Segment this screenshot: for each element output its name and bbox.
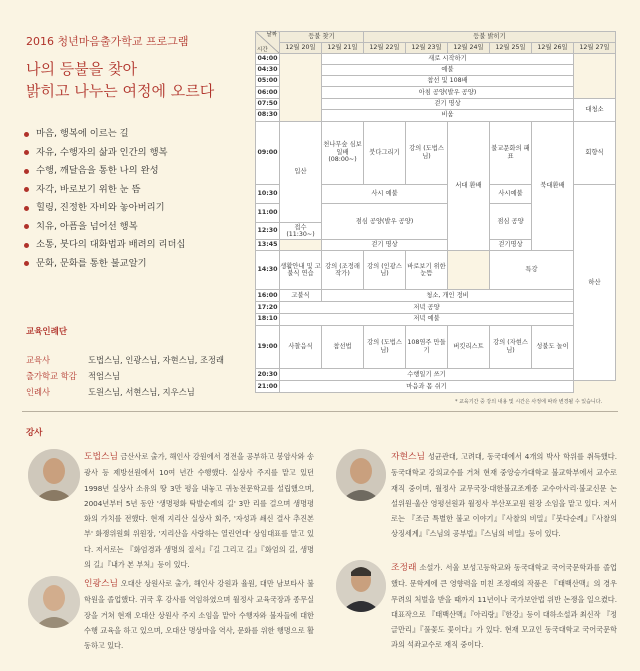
education-team-heading: 교육인례단 bbox=[26, 327, 68, 337]
date-header: 12월 27일 bbox=[574, 42, 616, 54]
lecturer-name: 자현스님 bbox=[391, 452, 425, 462]
schedule-cell: 하산 bbox=[574, 184, 616, 380]
bullet-icon bbox=[24, 243, 29, 248]
time-label: 09:00 bbox=[256, 121, 280, 184]
schedule-cell: 특강 bbox=[490, 250, 574, 290]
date-header: 12월 25일 bbox=[490, 42, 532, 54]
schedule-cell: 수행일기 쓰기 bbox=[280, 369, 574, 381]
schedule-cell: 북대환배 bbox=[532, 121, 574, 250]
lecturer-photo bbox=[336, 449, 386, 501]
table-corner: 날짜 시간 bbox=[256, 32, 280, 54]
schedule-cell: 천나무숲 심보일배 (08:00~) bbox=[322, 121, 364, 184]
lecturer-description: 성균관대, 고려대, 동국대에서 4개의 박사 학위를 취득했다. 동국대학교 강의교수를 거쳐 현재 중앙승가대학교 불교학부에서 교수로 재직 중이며, 월정사 교무국장·대한불교조계종 교수아사리·불교신문 논설위원·울산 영평선원과 월정사 부산포교원 원장 소임을 맡고 있다. 저서로는 『조금 특별한 불교 이야기』『사찰의 비밀』『붓다순례』『사찰의 상징세계』『스님의 공부법』『스님의 비밀』등이 있다. bbox=[391, 452, 617, 539]
time-label: 07:50 bbox=[256, 99, 280, 110]
footnote: * 교육기간 중 강의 내용 및 시간은 사정에 따라 변경될 수 있습니다. bbox=[455, 399, 603, 405]
schedule-cell: 사시예불 bbox=[490, 184, 532, 203]
schedule-cell: 접수 (11:30~) bbox=[280, 223, 322, 240]
lecturer-description: 소설가. 서울 보성고등학교와 동국대학교 국어국문학과를 졸업했다. 문학계에 큰 영향력을 미친 조정래의 작품은 『태백산맥』의 경우 무려의 처벌을 받을 때까지 11년이나 국가보안법 위반 논쟁을 일으켰다. 대표작으로 『태백산맥』『아리랑』『한강』등이 대하소설과 최신작 『정글만리』『풀꽃도 꽃이다』가 있다. 현재 모교인 동국대학교 국어국문학과의 석좌교수로 재직 중이다. bbox=[391, 563, 617, 650]
time-label: 17:20 bbox=[256, 302, 280, 314]
schedule-cell: 불교문화의 패표 bbox=[490, 121, 532, 184]
schedule-cell: 고불식 bbox=[280, 290, 322, 302]
theme-item: 치유, 아픔을 넘어선 행복 bbox=[24, 218, 186, 237]
schedule-cell: 강의 (인광스님) bbox=[364, 250, 406, 290]
time-label: 20:30 bbox=[256, 369, 280, 381]
theme-item: 힐링, 진정한 자비와 놓아버리기 bbox=[24, 199, 186, 218]
staff-names: 도법스님, 인광스님, 자현스님, 조정래 bbox=[88, 355, 225, 365]
lecturer-description: 오대산 상원사로 출가, 해인사 강원과 율원, 대만 남보타사 불학원을 졸업했다. 귀국 후 강사를 역임하였으며 월정사 교육국장과 종무실장을 거쳐 현재 오대산 상원사 주지 소임을 맡아 수행자와 불자들에 대한 수행 교육을 하고 있으며, 오대산 명상마을 역사, 문화를 위한 행명으로 활동하고 있다. bbox=[84, 579, 314, 651]
schedule-cell: 저녁 공양 bbox=[280, 302, 574, 314]
date-header: 12월 21일 bbox=[322, 42, 364, 54]
theme-item: 수행, 깨달음을 통한 나의 완성 bbox=[24, 162, 186, 181]
time-label: 08:30 bbox=[256, 109, 280, 121]
lecturer-bio bbox=[84, 449, 314, 572]
lecturer-name: 도법스님 bbox=[84, 452, 118, 462]
schedule-cell: 사시 예불 bbox=[322, 184, 448, 203]
time-label: 10:30 bbox=[256, 184, 280, 203]
schedule-cell: 입산 bbox=[280, 121, 322, 222]
time-label: 19:00 bbox=[256, 325, 280, 369]
schedule-timetable bbox=[255, 31, 616, 393]
lecturer-photo bbox=[28, 576, 80, 628]
schedule-cell: 성불도 놀이 bbox=[532, 325, 574, 369]
time-label: 05:00 bbox=[256, 75, 280, 87]
theme-item: 문화, 문화를 통한 불교알기 bbox=[24, 255, 186, 274]
lecturer-photo bbox=[28, 449, 80, 501]
phase-header: 등불 밝히기 bbox=[364, 32, 616, 43]
date-header: 12월 23일 bbox=[406, 42, 448, 54]
date-header: 12월 26일 bbox=[532, 42, 574, 54]
time-label: 16:00 bbox=[256, 290, 280, 302]
staff-role: 인례사 bbox=[26, 387, 51, 397]
author-portrait-icon bbox=[336, 560, 386, 612]
theme-item: 자각, 바로보기 위한 눈 뜸 bbox=[24, 181, 186, 200]
schedule-cell: 강의 (조정래 작가) bbox=[322, 250, 364, 290]
schedule-cell: 강의 (도법스님) bbox=[406, 121, 448, 184]
bullet-icon bbox=[24, 169, 29, 174]
schedule-cell: 참선 및 108배 bbox=[322, 75, 574, 87]
schedule-cell: 아침 공양(발우 공양) bbox=[322, 87, 574, 99]
staff-role: 교육사 bbox=[26, 355, 51, 365]
time-label: 21:00 bbox=[256, 381, 280, 393]
schedule-cell: 바로보기 위한 눈뜸 bbox=[406, 250, 448, 290]
schedule-cell: 점심 공양 bbox=[490, 203, 532, 239]
schedule-cell: 사찰음식 bbox=[280, 325, 322, 369]
time-label: 04:30 bbox=[256, 65, 280, 76]
schedule-cell: 붓다그리기 bbox=[364, 121, 406, 184]
time-label: 13:45 bbox=[256, 240, 280, 251]
schedule-cell: 새로 시작하기 bbox=[322, 54, 574, 65]
bullet-icon bbox=[24, 187, 29, 192]
schedule-cell: 점심 공양(발우 공양) bbox=[322, 203, 448, 239]
schedule-cell: 버킷리스트 bbox=[448, 325, 490, 369]
schedule-cell: 회향식 bbox=[574, 121, 616, 184]
schedule-cell: 청소, 개인 정비 bbox=[322, 290, 574, 302]
schedule-cell: 걷기명상 bbox=[490, 240, 532, 251]
theme-item: 마음, 행복에 이르는 길 bbox=[24, 125, 186, 144]
schedule-cell: 저녁 예불 bbox=[280, 313, 574, 325]
section-divider bbox=[22, 411, 618, 412]
lecturer-photo bbox=[336, 560, 386, 612]
bullet-icon bbox=[24, 206, 29, 211]
schedule-cell: 걷기 명상 bbox=[322, 99, 574, 110]
schedule-cell: 생활안내 및 고불식 연습 bbox=[280, 250, 322, 290]
headline-line-1: 나의 등불을 찾아 bbox=[26, 60, 137, 78]
schedule-cell: 비움 bbox=[322, 109, 574, 121]
schedule-cell: 걷기 명상 bbox=[322, 240, 448, 251]
time-label: 11:00 bbox=[256, 203, 280, 222]
time-label: 12:30 bbox=[256, 223, 280, 240]
theme-list bbox=[24, 125, 186, 273]
phase-header: 등불 찾기 bbox=[280, 32, 364, 43]
schedule-cell: 강의 (자현스님) bbox=[490, 325, 532, 369]
time-label: 14:30 bbox=[256, 250, 280, 290]
lecturer-bio bbox=[391, 449, 617, 542]
schedule-cell: 마음과 몸 쉬기 bbox=[280, 381, 574, 393]
lecturer-description: 금산사로 출가, 해인사 강원에서 경전을 공부하고 봉암사와 송광사 등 제방선원에서 10여 년간 수행했다. 실상사 주지를 맡고 있던 1998년 실상사 소유의 땅 3만 평을 내놓고 귀농전문학교를 설립했으며, 2004년부터 5년 동안 '생명평화 탁발순례의 길' 3만 리를 걸으며 생명평화의 가치를 전했다. 현재 지리산 실상사 회주, '자성과 쇄신 결사 추진본부' 화쟁위원회 위원장, '지리산을 사랑하는 열린연대' 상임대표를 맡고 있다. 저서로는 『화엄경과 생명의 질서』『길 그리고 길』『화엄의 길, 생명의 길』『내가 본 부처』등이 있다. bbox=[84, 452, 314, 570]
schedule-cell: 대청소 bbox=[574, 99, 616, 121]
bullet-icon bbox=[24, 150, 29, 155]
lecturer-bio bbox=[391, 560, 617, 653]
lecturers-heading: 강사 bbox=[26, 428, 43, 438]
lecturer-name: 인광스님 bbox=[84, 579, 118, 589]
monk-portrait-icon bbox=[28, 576, 80, 628]
schedule-cell: 강의 (도법스님) bbox=[364, 325, 406, 369]
schedule-cell: 서대 환배 bbox=[448, 121, 490, 250]
schedule-cell: 참선법 bbox=[322, 325, 364, 369]
schedule-cell: 108염주 만들기 bbox=[406, 325, 448, 369]
time-label: 06:00 bbox=[256, 87, 280, 99]
staff-names: 적엄스님 bbox=[88, 371, 121, 381]
headline-line-2: 밝히고 나누는 여정에 오르다 bbox=[26, 82, 215, 100]
bullet-icon bbox=[24, 224, 29, 229]
staff-names: 도원스님, 서현스님, 지우스님 bbox=[88, 387, 195, 397]
time-label: 04:00 bbox=[256, 54, 280, 65]
monk-portrait-icon bbox=[336, 449, 386, 501]
monk-portrait-icon bbox=[28, 449, 80, 501]
schedule-cell: 예불 bbox=[322, 65, 574, 76]
bullet-icon bbox=[24, 132, 29, 137]
bullet-icon bbox=[24, 261, 29, 266]
time-label: 18:10 bbox=[256, 313, 280, 325]
theme-item: 소통, 붓다의 대화법과 배려의 리더십 bbox=[24, 236, 186, 255]
program-title: 2016 청년마음출가학교 프로그램 bbox=[26, 35, 189, 48]
lecturer-bio bbox=[84, 576, 314, 653]
date-header: 12월 24일 bbox=[448, 42, 490, 54]
theme-item: 자유, 수행자의 삶과 인간의 행복 bbox=[24, 144, 186, 163]
date-header: 12월 22일 bbox=[364, 42, 406, 54]
lecturer-name: 조정래 bbox=[391, 563, 417, 573]
staff-role: 출가학교 학감 bbox=[26, 371, 77, 381]
date-header: 12월 20일 bbox=[280, 42, 322, 54]
